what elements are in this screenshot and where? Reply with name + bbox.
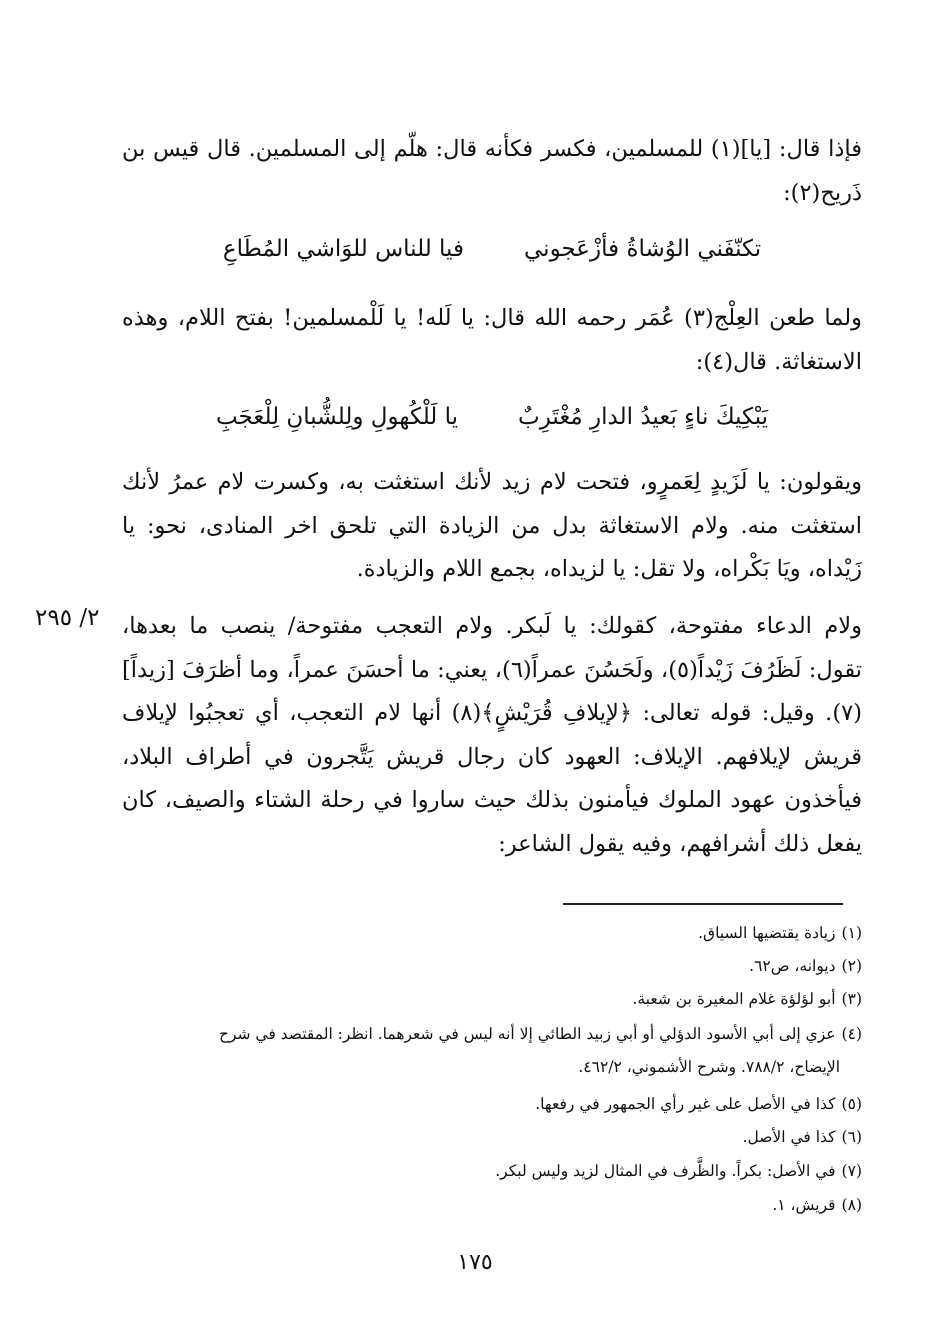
manuscript-folio-marker: ٢/ ٢٩٥ — [35, 605, 100, 631]
footnote-7 — [137, 1155, 862, 1188]
verse-2 — [122, 404, 862, 430]
verse-1-second-hemistich: فيا للناس للوَاشي المُطَاعِ — [222, 236, 464, 262]
footnote-number: (٤) — [841, 1025, 862, 1043]
footnote-text: في الأصل: بكراً. والظَّرف في المثال لزيد وليس لبكر. — [495, 1162, 836, 1180]
footnote-number: (٢) — [841, 957, 862, 975]
footnote-number: (٦) — [841, 1128, 862, 1146]
verse-1 — [122, 236, 862, 262]
footnote-number: (٨) — [841, 1196, 862, 1214]
footnote-continuation: الإيضاح، ٧٨٨/٢. وشرح الأشموني، ٤٦٢/٢. — [578, 1058, 840, 1076]
footnote-text: قريش، ١. — [772, 1196, 836, 1214]
footnote-separator — [563, 903, 843, 905]
paragraph-3: ويقولون: يا لَزَيدٍ لِعَمرٍو، فتحت لام زيد لأنك استغثت به، وكسرت لام عمرُ لأنك استغثت منه. ولام الاستغاثة بدل من الزيادة التي تلحق اخر المنادى، نحو: يا زَيْداه، ويَا بَكْراه، ولا تقل: يا لزيداه، بجمع اللام والزيادة. — [122, 469, 862, 582]
footnote-number: (١) — [841, 924, 862, 942]
footnote-text: زيادة يقتضيها السياق. — [698, 924, 836, 942]
verse-1-first-hemistich: تكنّفَني الوُشاةُ فأزْعَجوني — [524, 236, 762, 262]
footnote-4 — [137, 1018, 862, 1084]
footnote-text: أبو لؤلؤة غلام المغيرة بن شعبة. — [632, 990, 836, 1008]
footnote-number: (٥) — [841, 1095, 862, 1113]
footnote-text: ديوانه، ص٦٢. — [749, 957, 836, 975]
page-number: ١٧٥ — [457, 1250, 493, 1275]
footnote-6 — [137, 1121, 862, 1154]
footnote-1 — [137, 917, 862, 950]
paragraph-1: فإذا قال: [يا](١) للمسلمين، فكسر فكأنه قال: هلّم إلى المسلمين. قال قيس بن ذَريح(٢): — [122, 136, 862, 206]
footnote-number: (٣) — [841, 990, 862, 1008]
verse-2-first-hemistich: يَبْكِيكَ ناءٍ بَعيدُ الدارِ مُغْتَرِبٌ — [518, 404, 769, 430]
footnote-text: عزي إلى أبي الأسود الدؤلي أو أبي زبيد الطائي إلا أنه ليس في شعرهما. انظر: المقتصد في شرح — [218, 1025, 836, 1043]
paragraph-2: ولما طعن العِلْج(٣) عُمَر رحمه الله قال: يا لَله! يا لَلْمسلمين! بفتح اللام، وهذه الاستغاثة. قال(٤): — [122, 305, 862, 375]
footnote-text: كذا في الأصل على غير رأي الجمهور في رفعها. — [535, 1095, 836, 1113]
footnote-3 — [137, 983, 862, 1016]
paragraph-4: ولام الدعاء مفتوحة، كقولك: يا لَبكر. ولام التعجب مفتوحة/ ينصب ما بعدها، تقول: لَظَرُفَ زَيْداً(٥)، ولَحَسُنَ عمراً(٦)، يعني: ما أحسَنَ عمراً، وما أظرَفَ [زيداً](٧). وقيل: قوله تعالى: ﴿لإيلافِ قُرَيْشٍ﴾(٨) أنها لام التعجب، أي تعجبُوا لإيلاف قريش لإيلافهم. الإيلاف: العهود كان رجال قريش يَتَّجرون في أطراف البلاد، فيأخذون عهود الملوك فيأمنون بذلك حيث ساروا في رحلة الشتاء والصيف، كان يفعل ذلك أشرافهم، وفيه يقول الشاعر: — [122, 613, 862, 857]
footnote-text: كذا في الأصل. — [742, 1128, 836, 1146]
footnote-8 — [137, 1189, 862, 1222]
footnote-5 — [137, 1088, 862, 1121]
footnote-number: (٧) — [841, 1162, 862, 1180]
footnote-2 — [137, 950, 862, 983]
verse-2-second-hemistich: يا لَلْكُهولِ ولِلشُّبانِ لِلْعَجَبِ — [215, 404, 459, 430]
